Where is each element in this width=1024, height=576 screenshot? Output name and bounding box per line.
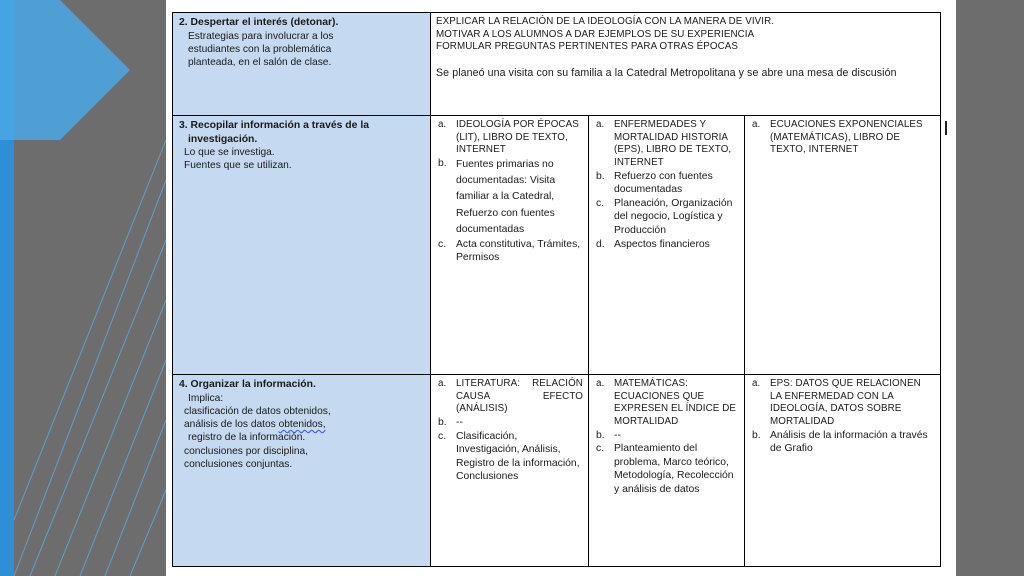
item-list [436, 378, 583, 484]
item-list [750, 378, 935, 456]
stage-title: 4. Organizar la información. [179, 379, 316, 390]
list-item: a. LITERATURA: RELACIÓN CAUSA EFECTO (ANÁLISIS) [438, 378, 583, 415]
stage-desc-line: estudiantes con la problemática [188, 43, 332, 55]
list-item: b. Refuerzo con fuentes documentadas [596, 170, 713, 196]
stage-title: 3. Recopilar información a través de la [179, 120, 369, 131]
literature-cell [431, 116, 589, 375]
activity-cell [431, 13, 941, 116]
stage-desc-line: clasificación de datos obtenidos, [184, 405, 331, 417]
stage-cell-detonar [173, 13, 431, 116]
stage-desc-line: registro de la información. [188, 432, 306, 444]
math-cell [745, 375, 941, 567]
list-item: a. MATEMÁTICAS: ECUACIONES QUE EXPRESEN EL ÍNDICE DE MORTALIDAD [596, 378, 737, 428]
literature-cell [431, 375, 589, 567]
table-row [173, 375, 941, 567]
list-item: c. Planteamiento del problema, Marco teórico, Metodología, Recolección y análisis de datos [596, 443, 734, 495]
table-row [173, 13, 941, 116]
stage-cell-recopilar [173, 116, 431, 375]
table-row [173, 116, 941, 375]
list-item: a. ECUACIONES EXPONENCIALES (MATEMÁTICAS), LIBRO DE TEXTO, INTERNET [752, 119, 923, 156]
activity-line: Se planeó una visita con su familia a la Catedral Metropolitana y se abre una mesa de discusión [436, 67, 897, 80]
list-item: c. Planeación, Organización del negocio, Logística y Producción [596, 197, 733, 236]
list-item: d. Aspectos financieros [596, 238, 710, 250]
item-list [594, 119, 739, 251]
activity-line: FORMULAR PREGUNTAS PERTINENTES PARA OTRAS ÉPOCAS [436, 41, 739, 53]
list-item: c. Clasificación, Investigación, Análisis, Registro de la información, Conclusiones [438, 430, 580, 483]
stage-title: 2. Despertar el interés (detonar). [179, 17, 339, 28]
stage-desc-line: Lo que se investiga. [184, 147, 275, 159]
spellcheck-underlined-word: obtenidos, [278, 419, 326, 431]
item-list [436, 119, 583, 265]
health-cell [589, 375, 745, 567]
list-item: a. ENFERMEDADES Y MORTALIDAD HISTORIA (EPS), LIBRO DE TEXTO, INTERNET [596, 119, 732, 169]
stage-desc-line: Estrategias para involucrar a los [188, 30, 334, 42]
list-item: a. IDEOLOGÍA POR ÉPOCAS (LIT), LIBRO DE TEXTO, INTERNET [438, 119, 579, 156]
stage-desc-line: Fuentes que se utilizan. [184, 160, 292, 172]
list-item: b. Fuentes primarias no documentadas: Visita familiar a la Catedral, Refuerzo con fuentes documentadas [438, 158, 556, 235]
health-cell [589, 116, 745, 375]
activity-line: EXPLICAR LA RELACIÓN DE LA IDEOLOGÍA CON LA MANERA DE VIVIR. [436, 16, 775, 27]
list-item: b. -- [596, 429, 621, 441]
list-item: a. EPS: DATOS QUE RELACIONEN LA ENFERMEDAD CON LA IDEOLOGÍA, DATOS SOBRE MORTALIDAD [752, 378, 921, 428]
stage-title: investigación. [188, 133, 258, 145]
math-cell [745, 116, 941, 375]
stage-cell-organizar [173, 375, 431, 567]
stage-desc-line: conclusiones conjuntas. [184, 458, 293, 470]
list-item: b. Análisis de la información a través de Grafio [752, 429, 928, 455]
list-item: c. Acta constitutiva, Trámites, Permisos [438, 238, 581, 264]
text-cursor [945, 121, 947, 135]
activity-line: MOTIVAR A LOS ALUMNOS A DAR EJEMPLOS DE SU EXPERIENCIA [436, 28, 755, 40]
list-item: b. -- [438, 417, 463, 429]
planning-table [172, 12, 941, 567]
item-list [594, 378, 739, 497]
document-page [166, 0, 956, 576]
stage-desc-line: análisis de los datos obtenidos, [184, 419, 326, 431]
stage-desc-line: planteada, en el salón de clase. [188, 57, 332, 69]
stage-desc-line: conclusiones por disciplina, [184, 445, 309, 457]
item-list [750, 119, 935, 157]
stage-desc-line: Implica: [188, 392, 224, 404]
